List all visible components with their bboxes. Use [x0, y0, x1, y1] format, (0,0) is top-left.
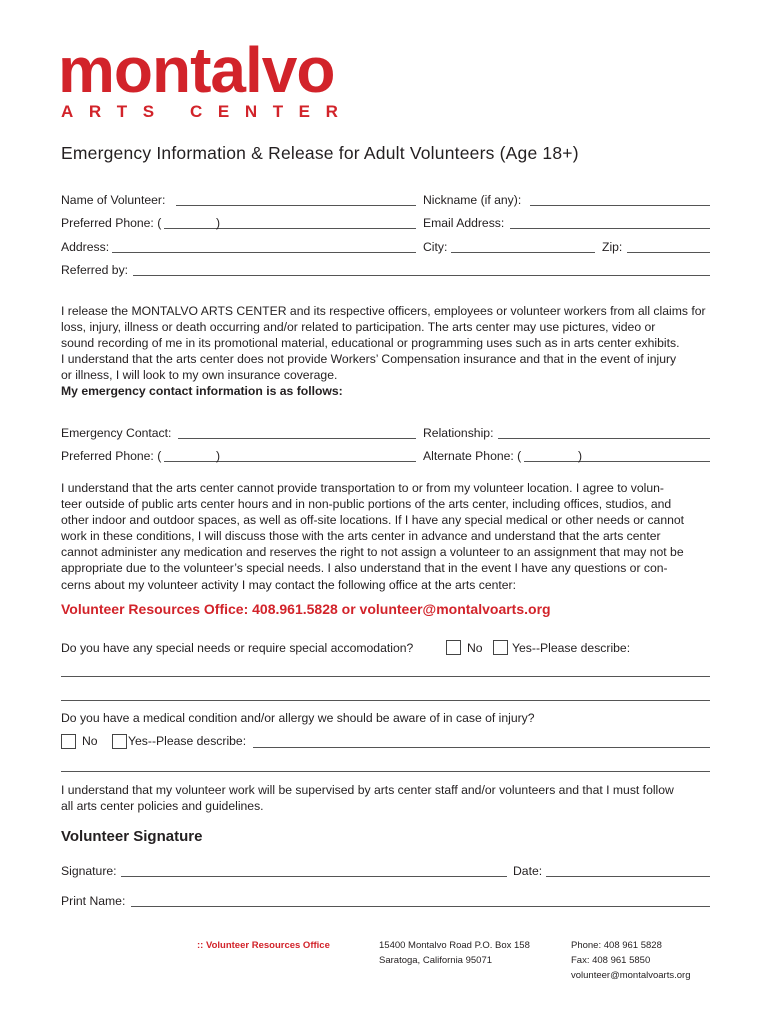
footer-address-line: Saratoga, California 95071: [379, 955, 493, 966]
footer-contact: [571, 938, 690, 983]
logo-tagline: ARTS CENTER: [61, 102, 354, 121]
q2-no-label: No: [82, 734, 98, 748]
emergency-phone-label: Preferred Phone: (: [61, 449, 162, 463]
q2-yes-label: Yes--Please describe:: [128, 734, 247, 748]
emergency-contact-label: Emergency Contact:: [61, 426, 172, 440]
alternate-phone-field[interactable]: [524, 461, 710, 462]
name-label: Name of Volunteer:: [61, 193, 166, 207]
q1-no-checkbox[interactable]: [446, 640, 461, 655]
relationship-field[interactable]: [498, 438, 710, 439]
city-label: City:: [423, 240, 448, 254]
transport-line: I understand that the arts center cannot provide transportation to or from my volunteer location. I agree to volun-: [61, 481, 664, 495]
release-line: I understand that the arts center does not provide Workers’ Compensation insurance and that in the event of injury: [61, 352, 677, 367]
phone-label: Preferred Phone: (: [61, 216, 162, 230]
alternate-phone-paren: ): [578, 449, 583, 463]
nickname-field[interactable]: [530, 205, 710, 206]
signature-label: Signature:: [61, 864, 117, 878]
referred-field[interactable]: [133, 275, 710, 276]
footer-fax: Fax: 408 961 5850: [571, 955, 651, 966]
transport-line: cerns about my volunteer activity I may contact the following office at the arts center:: [61, 577, 516, 592]
transport-line: other indoor and outdoor spaces, as well as off-site locations. If I have any special medical or other needs or cannot: [61, 513, 685, 528]
email-label: Email Address:: [423, 216, 505, 230]
release-line: or illness, I will look to my own insurance coverage.: [61, 368, 338, 383]
q1-yes-checkbox[interactable]: [493, 640, 508, 655]
zip-field[interactable]: [627, 252, 710, 253]
date-field[interactable]: [546, 876, 710, 877]
volunteer-office-contact: Volunteer Resources Office: 408.961.5828 or volunteer@montalvoarts.org: [61, 601, 551, 617]
emergency-contact-field[interactable]: [178, 438, 416, 439]
signature-heading: Volunteer Signature: [61, 828, 203, 845]
footer-address-line: 15400 Montalvo Road P.O. Box 158: [379, 940, 530, 951]
transport-line: cannot administer any medication and reserves the right to not assign a volunteer to an assignment that may not be: [61, 545, 684, 560]
phone-paren: ): [216, 216, 221, 230]
address-field[interactable]: [112, 252, 416, 253]
transport-line: appropriate due to the volunteer’s special needs. I also understand that in the event I have any questions or con-: [61, 561, 668, 576]
emergency-heading: My emergency contact information is as follows:: [61, 384, 343, 399]
emergency-phone-field[interactable]: [164, 461, 416, 462]
footer-email[interactable]: volunteer@montalvoarts.org: [571, 970, 691, 981]
print-name-field[interactable]: [131, 906, 710, 907]
q1-no-label: No: [467, 641, 483, 655]
print-name-label: Print Name:: [61, 894, 126, 908]
nickname-label: Nickname (if any):: [423, 193, 522, 207]
signature-field[interactable]: [121, 876, 507, 877]
relationship-label: Relationship:: [423, 426, 494, 440]
q2-yes-checkbox[interactable]: [112, 734, 127, 749]
phone-field[interactable]: [164, 228, 416, 229]
address-label: Address:: [61, 240, 110, 254]
q1-describe-line[interactable]: [61, 676, 710, 677]
footer-phone: Phone: 408 961 5828: [571, 940, 662, 951]
zip-label: Zip:: [602, 240, 623, 254]
supervision-line: all arts center policies and guidelines.: [61, 799, 264, 814]
q1-yes-label: Yes--Please describe:: [512, 641, 631, 655]
form-title: Emergency Information & Release for Adult Volunteers (Age 18+): [61, 143, 579, 163]
q2-describe-line-2[interactable]: [61, 771, 710, 772]
q1-text: Do you have any special needs or require special accomodation?: [61, 641, 414, 655]
city-field[interactable]: [451, 252, 595, 253]
footer-office: :: Volunteer Resources Office: [197, 940, 330, 951]
q1-describe-line-2[interactable]: [61, 700, 710, 701]
footer-address: [379, 938, 530, 968]
emergency-phone-paren: ): [216, 449, 221, 463]
q2-describe-field[interactable]: [253, 747, 710, 748]
q2-text: Do you have a medical condition and/or allergy we should be aware of in case of injury?: [61, 711, 535, 725]
release-line: sound recording of me in its promotional material, educational or programming uses such as in arts center exhibits.: [61, 336, 680, 351]
q2-no-checkbox[interactable]: [61, 734, 76, 749]
transport-paragraph: [61, 480, 716, 593]
release-paragraph: [61, 303, 716, 400]
transport-line: work in these conditions, I will discuss those with the arts center in advance and understand that the arts center: [61, 529, 661, 544]
alternate-phone-label: Alternate Phone: (: [423, 449, 522, 463]
supervision-paragraph: [61, 782, 716, 814]
release-line: I release the MONTALVO ARTS CENTER and its respective officers, employees or volunteer workers from all claims for: [61, 304, 706, 318]
email-field[interactable]: [510, 228, 710, 229]
transport-line: teer outside of public arts center hours and in non-public portions of the arts center, including offices, studios, and: [61, 497, 672, 512]
referred-label: Referred by:: [61, 263, 129, 277]
supervision-line: I understand that my volunteer work will be supervised by arts center staff and/or volunteers and that I must follow: [61, 783, 674, 797]
release-line: loss, injury, illness or death occurring and/or related to participation. The arts center may use pictures, video or: [61, 320, 656, 335]
date-label: Date:: [513, 864, 543, 878]
logo-wordmark: montalvo: [58, 34, 335, 106]
name-field[interactable]: [176, 205, 416, 206]
